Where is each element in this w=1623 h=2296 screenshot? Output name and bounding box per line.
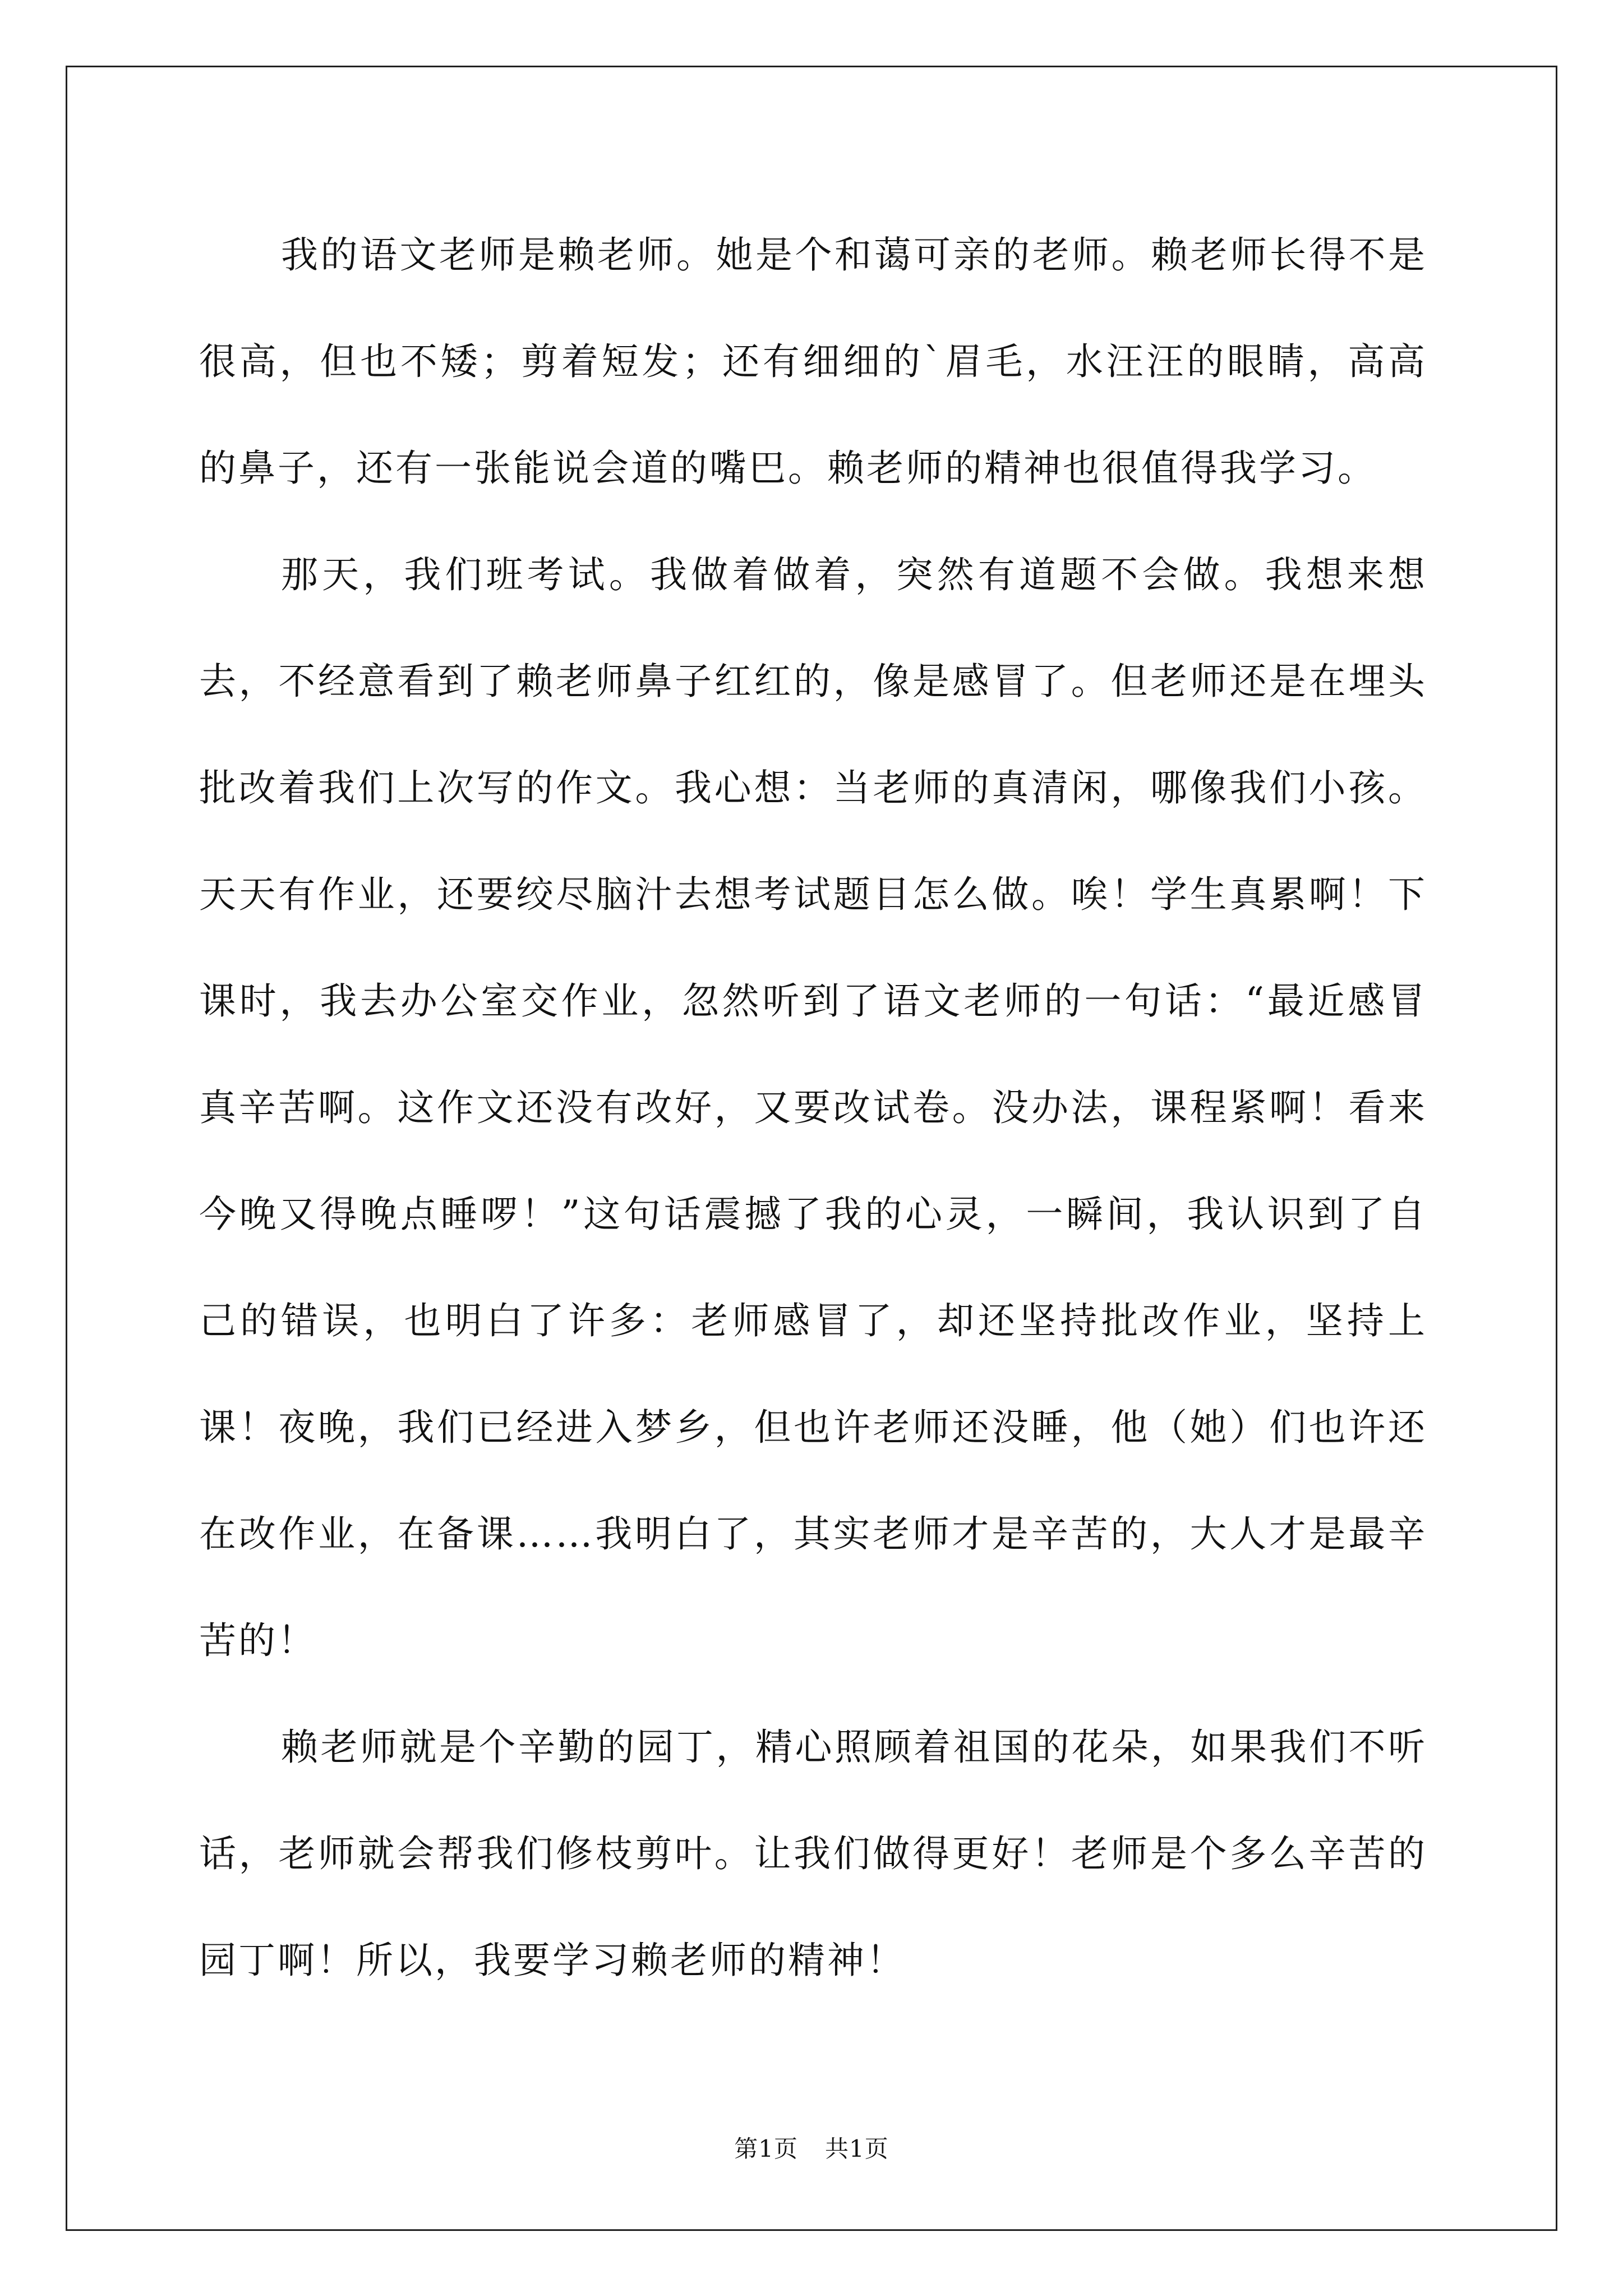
- paragraph-3: 赖老师就是个辛勤的园丁，精心照顾着祖国的花朵，如果我们不听话，老师就会帮我们修枝剪叶。让我们做得更好！老师是个多么辛苦的园丁啊！所以，我要学习赖老师的精神！: [199, 1726, 1427, 1982]
- paragraph-1: 我的语文老师是赖老师。她是个和蔼可亲的老师。赖老师长得不是很高，但也不矮；剪着短发；还有细细的`眉毛，水汪汪的眼睛，高高的鼻子，还有一张能说会道的嘴巴。赖老师的精神也很值得我学习。: [199, 233, 1427, 490]
- paragraph-2: 那天，我们班考试。我做着做着，突然有道题不会做。我想来想去，不经意看到了赖老师鼻子红红的，像是感冒了。但老师还是在埋头批改着我们上次写的作文。我心想：当老师的真清闲，哪像我们小孩。天天有作业，还要绞尽脑汁去想考试题目怎么做。唉！学生真累啊！下课时，我去办公室交作业，忽然听到了语文老师的一句话：“最近感冒真辛苦啊。这作文还没有改好，又要改试卷。没办法，课程紧啊！看来今晚又得晚点睡啰！”这句话震撼了我的心灵，一瞬间，我认识到了自己的错误，也明白了许多：老师感冒了，却还坚持批改作业，坚持上课！夜晚，我们已经进入梦乡，但也许老师还没睡，他（她）们也许还在改作业，在备课……我明白了，其实老师才是辛苦的，大人才是最辛苦的！: [199, 553, 1427, 1662]
- document-body: [199, 202, 1427, 2014]
- page-number-total: 共1页: [825, 2135, 889, 2162]
- page-footer: [0, 2135, 1623, 2163]
- page-number-current: 第1页: [734, 2135, 798, 2162]
